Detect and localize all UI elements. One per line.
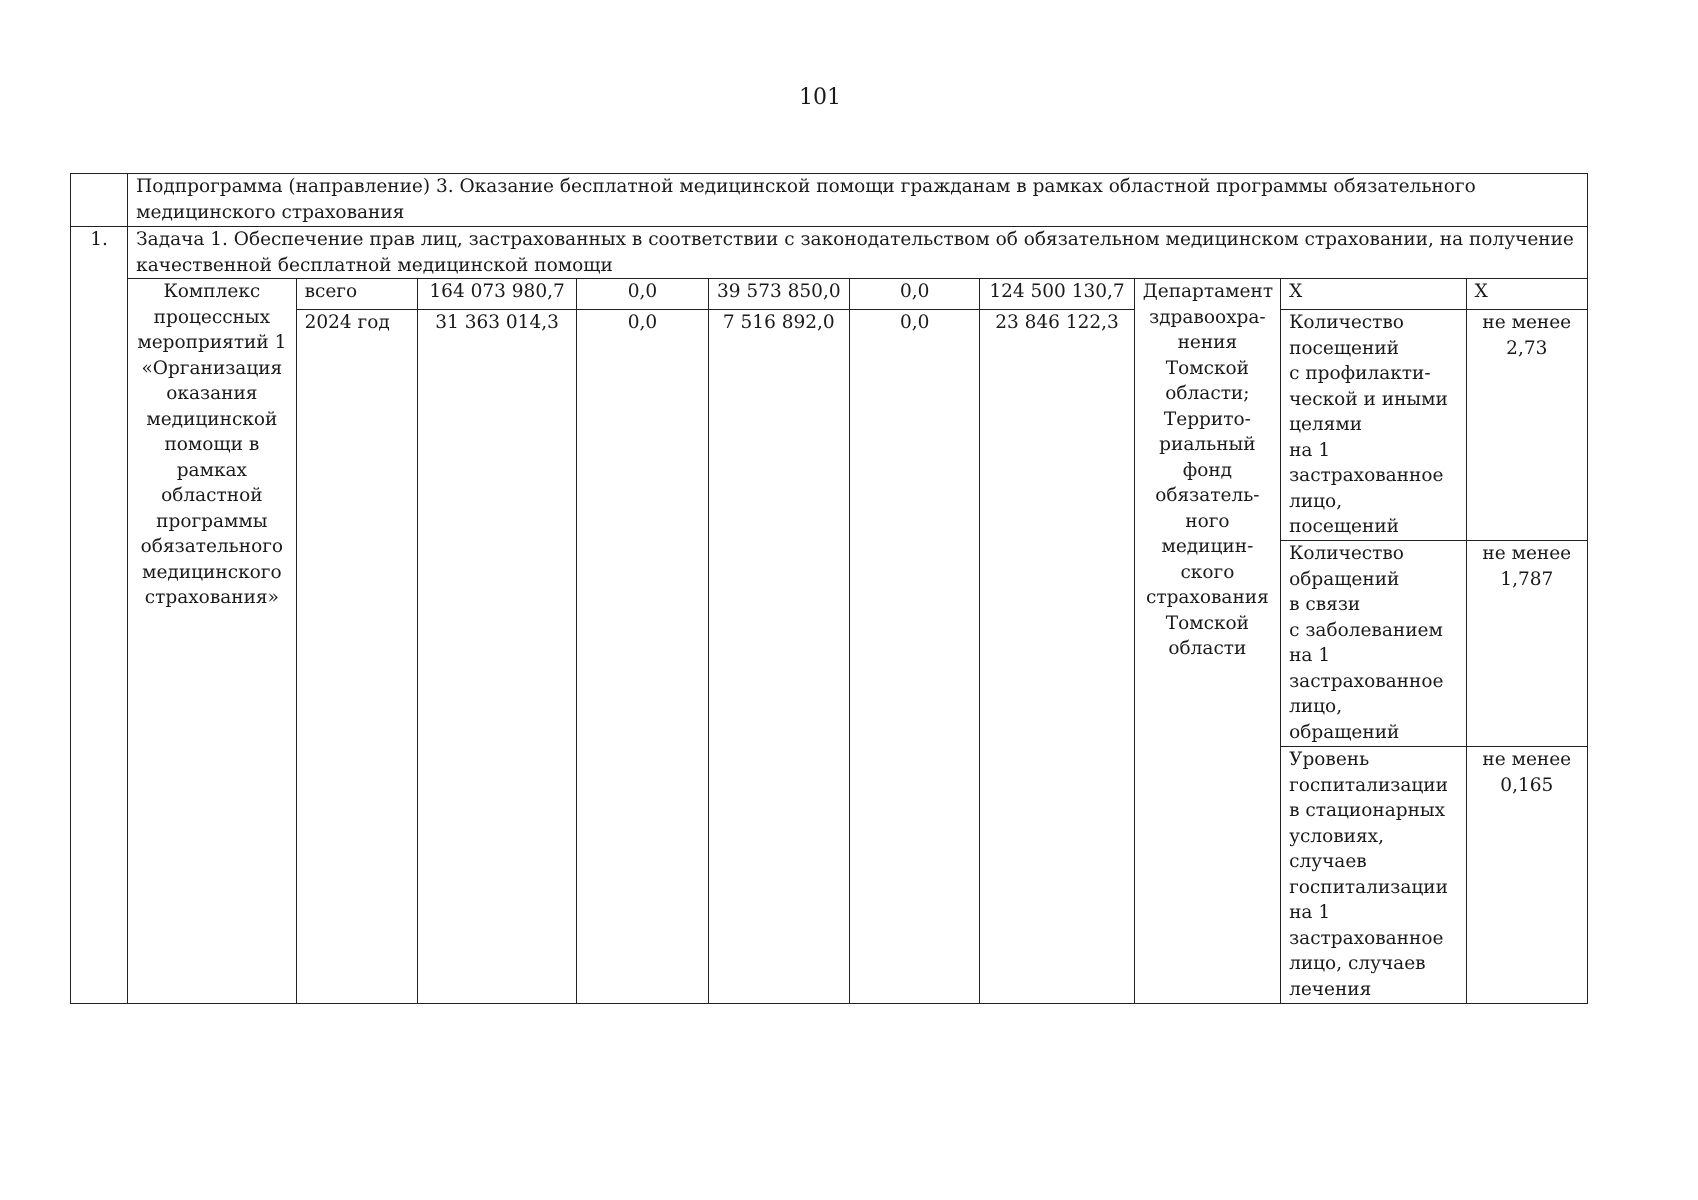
value-header: Х bbox=[1466, 279, 1587, 310]
year-row bbox=[71, 310, 1588, 541]
total-row bbox=[71, 279, 1588, 310]
year-federal: 0,0 bbox=[577, 310, 708, 1004]
year-local: 0,0 bbox=[849, 310, 979, 1004]
indicator-name: Количество посещений с профилакти- ческой и иными целями на 1 застрахованное лицо, посещений bbox=[1281, 310, 1466, 541]
period-year: 2024 год bbox=[296, 310, 417, 1004]
total-other: 124 500 130,7 bbox=[980, 279, 1134, 310]
empty-number-cell bbox=[71, 174, 128, 227]
year-sum: 31 363 014,3 bbox=[417, 310, 576, 1004]
indicator-name: Количество обращений в связи с заболеванием на 1 застрахованное лицо, обращений bbox=[1281, 541, 1466, 747]
total-regional: 39 573 850,0 bbox=[708, 279, 849, 310]
indicator-value: не менее 0,165 bbox=[1466, 747, 1587, 1004]
period-total: всего bbox=[296, 279, 417, 310]
total-sum: 164 073 980,7 bbox=[417, 279, 576, 310]
indicator-value: не менее 1,787 bbox=[1466, 541, 1587, 747]
year-other: 23 846 122,3 bbox=[980, 310, 1134, 1004]
activity-name: Комплекс процессных мероприятий 1 «Организация оказания медицинской помощи в рамках областной программы обязательного медицинского страхования» bbox=[128, 279, 296, 1004]
total-federal: 0,0 bbox=[577, 279, 708, 310]
program-table bbox=[70, 173, 1588, 1004]
indicator-name: Уровень госпитализации в стационарных условиях, случаев госпитализации на 1 застрахованное лицо, случаев лечения bbox=[1281, 747, 1466, 1004]
page-number: 101 bbox=[799, 85, 841, 110]
indicator-header: Х bbox=[1281, 279, 1466, 310]
subprogram-title: Подпрограмма (направление) 3. Оказание бесплатной медицинской помощи гражданам в рамках областной программы обязательного медицинского страхования bbox=[128, 174, 1588, 227]
subprogram-row bbox=[71, 174, 1588, 227]
total-local: 0,0 bbox=[849, 279, 979, 310]
task-title: Задача 1. Обеспечение прав лиц, застрахованных в соответствии с законодательством об обязательном медицинском страховании, на получение качественной бесплатной медицинской помощи bbox=[128, 227, 1588, 279]
row-number: 1. bbox=[71, 227, 128, 1004]
indicator-value: не менее 2,73 bbox=[1466, 310, 1587, 541]
task-row bbox=[71, 227, 1588, 279]
executor: Департамент здравоохра- нения Томской области; Террито- риальный фонд обязатель- ного медицин- ского страхования Томской области bbox=[1134, 279, 1280, 1004]
year-regional: 7 516 892,0 bbox=[708, 310, 849, 1004]
